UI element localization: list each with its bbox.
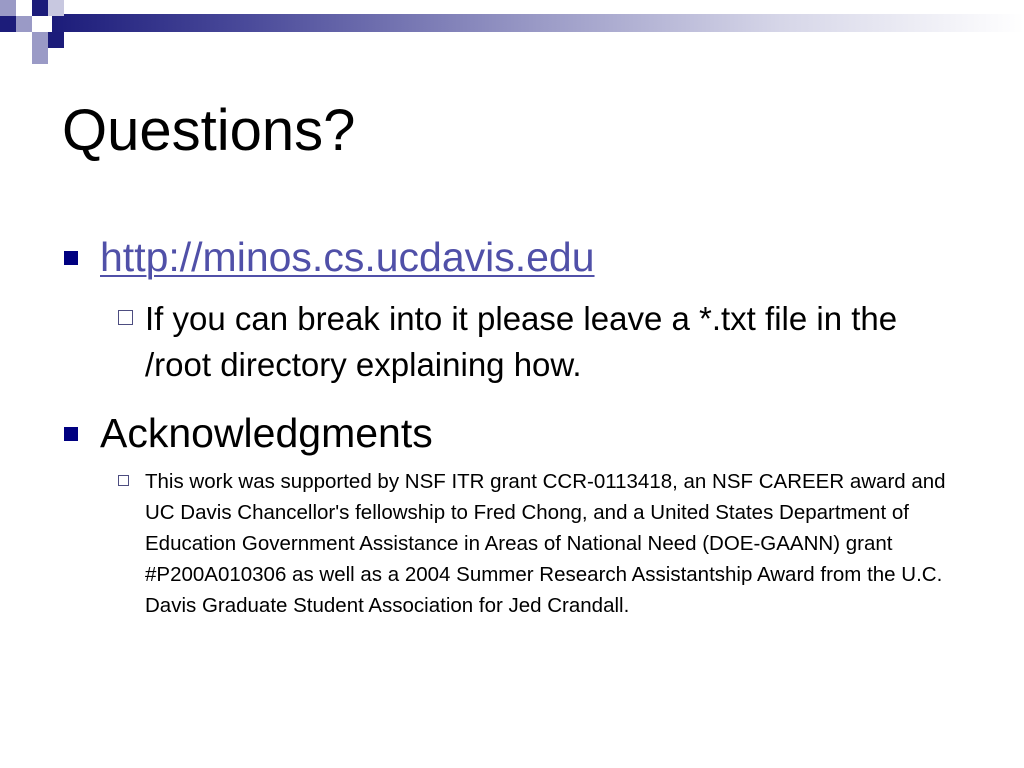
header-gradient-bar <box>52 14 1024 32</box>
sub-list-item <box>145 296 962 388</box>
acknowledgments-heading: Acknowledgments <box>100 410 433 456</box>
hollow-square-bullet-icon <box>118 475 129 486</box>
minos-link[interactable]: http://minos.cs.ucdavis.edu <box>100 234 595 280</box>
header-square <box>16 0 32 16</box>
slide-title: Questions? <box>62 98 356 163</box>
header-square <box>48 32 64 48</box>
header-square <box>0 0 16 16</box>
header-decoration <box>0 0 1024 62</box>
acknowledgments-text: This work was supported by NSF ITR grant CCR-0113418, an NSF CAREER award and UC Davis Chancellor's fellowship to Fred Chong, and a United States Department of Education Government Assistance in Areas of National Need (DOE-GAANN) grant #P200A010306 as well as a 2004 Summer Research Assistantship Award from the U.C. Davis Graduate Student Association for Jed Crandall. <box>145 470 946 617</box>
header-square <box>0 16 16 32</box>
hollow-square-bullet-icon <box>118 310 133 325</box>
header-square <box>16 32 32 48</box>
bullet-list <box>62 232 962 621</box>
header-square <box>32 16 48 32</box>
header-square <box>32 32 48 48</box>
sub-list-item <box>145 466 975 621</box>
square-bullet-icon <box>64 251 78 265</box>
square-bullet-icon <box>64 427 78 441</box>
header-square <box>16 16 32 32</box>
list-item-link <box>62 232 962 282</box>
header-square <box>32 48 48 64</box>
header-square <box>32 0 48 16</box>
sub-item-text: If you can break into it please leave a *.txt file in the /root directory explaining how. <box>145 300 898 383</box>
header-square <box>48 0 64 16</box>
list-item-acknowledgments <box>62 408 962 458</box>
